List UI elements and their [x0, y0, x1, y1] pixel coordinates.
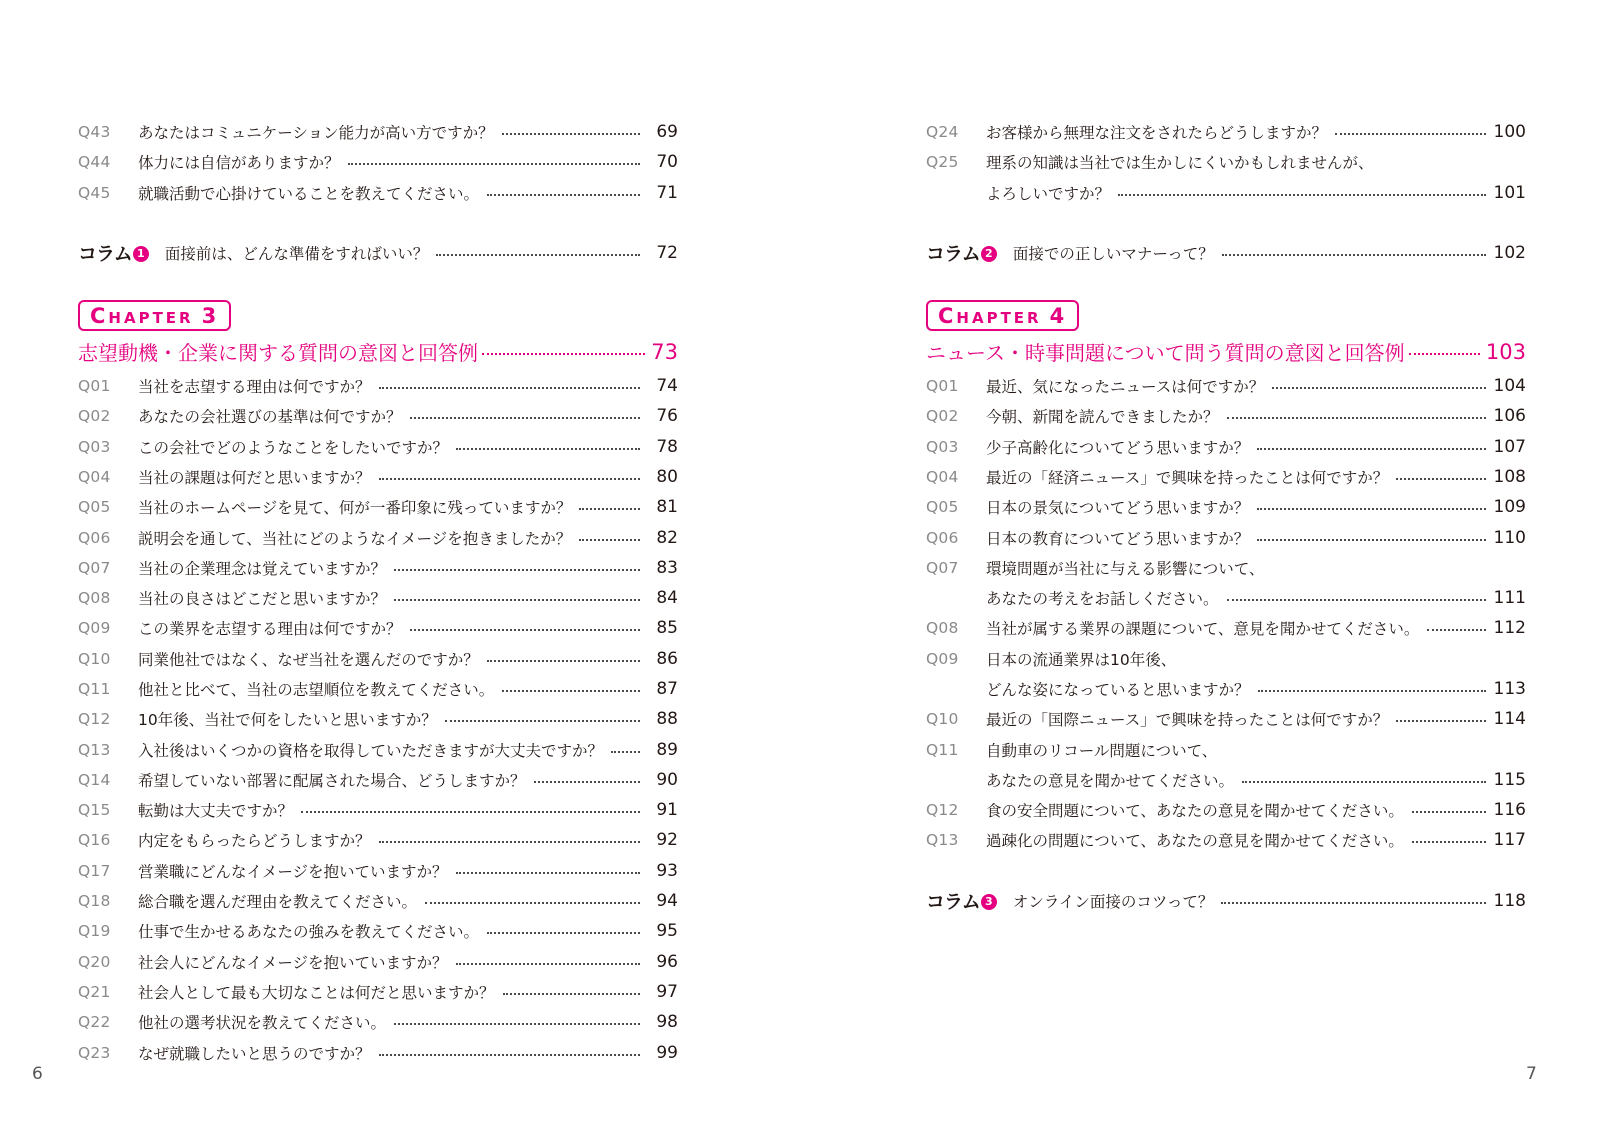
- leader-dots: [1396, 478, 1485, 480]
- toc-entry[interactable]: [78, 765, 678, 795]
- question-text: なぜ就職したいと思うのですか？: [138, 1044, 371, 1063]
- page-ref: 84: [656, 588, 678, 609]
- toc-entry[interactable]: [78, 401, 678, 431]
- page-ref: 80: [656, 466, 678, 487]
- question-number: Q11: [926, 740, 959, 759]
- question-number: Q10: [926, 710, 959, 729]
- leader-dots: [379, 1054, 640, 1056]
- page-ref: 81: [656, 497, 678, 518]
- question-text: 日本の教育についてどう思いますか？: [986, 529, 1250, 548]
- page-ref: 108: [1493, 466, 1526, 487]
- question-number: Q24: [926, 123, 959, 142]
- question-number: Q22: [78, 1013, 111, 1032]
- question-text: あなたの会社選びの基準は何ですか？: [138, 408, 402, 427]
- question-text: 就職活動で心掛けていることを教えてください。: [138, 184, 480, 203]
- question-text: 他社の選考状況を教えてください。: [138, 1014, 387, 1033]
- column-title: オンライン面接のコツって？: [1012, 892, 1214, 911]
- toc-entry[interactable]: [926, 522, 1526, 552]
- toc-entry[interactable]: [78, 492, 678, 522]
- toc-entry[interactable]: [78, 522, 678, 552]
- question-number: Q13: [926, 831, 959, 850]
- question-number: Q01: [926, 377, 959, 396]
- page-ref: 111: [1493, 588, 1526, 609]
- toc-entry[interactable]: [78, 462, 678, 492]
- page-ref: 95: [656, 921, 678, 942]
- chapter-title: 志望動機・企業に関する質問の意図と回答例: [78, 341, 478, 366]
- page-ref: 90: [656, 769, 678, 790]
- page-ref: 94: [656, 891, 678, 912]
- page-ref: 87: [656, 679, 678, 699]
- page-ref: 89: [656, 739, 678, 760]
- column-page: 102: [1493, 242, 1526, 263]
- question-number: Q12: [78, 710, 111, 729]
- toc-entry[interactable]: [78, 674, 678, 704]
- toc-entry[interactable]: [926, 462, 1526, 492]
- leader-dots: [394, 569, 640, 571]
- page-ref: 106: [1493, 406, 1526, 427]
- question-text: 当社が属する業界の課題について、意見を聞かせてください。: [986, 620, 1420, 639]
- leader-dots: [379, 841, 640, 843]
- column-label: コラム: [78, 243, 132, 266]
- toc-entry[interactable]: [78, 916, 678, 946]
- page-number: 7: [1526, 1064, 1537, 1084]
- toc-entries-top: [78, 117, 678, 208]
- leader-dots: [425, 902, 640, 904]
- question-text: 過疎化の問題について、あなたの意見を聞かせてください。: [986, 832, 1404, 851]
- page-ref: 96: [656, 951, 678, 972]
- leader-dots: [503, 993, 640, 995]
- toc-entry[interactable]: [926, 734, 1526, 764]
- leader-dots: [456, 872, 640, 874]
- leader-dots: [436, 254, 640, 256]
- page-ref: 91: [656, 800, 678, 821]
- chapter-title: ニュース・時事問題について問う質問の意図と回答例: [926, 341, 1405, 366]
- page-ref: 78: [656, 436, 678, 457]
- column-entry[interactable]: [926, 886, 1526, 916]
- toc-entry[interactable]: [926, 613, 1526, 643]
- question-text: 入社後はいくつかの資格を取得していただきますが大丈夫ですか？: [138, 741, 604, 760]
- column-label: コラム: [926, 891, 980, 914]
- column-title: 面接での正しいマナーって？: [1012, 244, 1214, 263]
- question-text: 食の安全問題について、あなたの意見を聞かせてください。: [986, 802, 1404, 821]
- question-text: 当社の課題は何だと思いますか？: [138, 468, 371, 487]
- leader-dots: [1227, 417, 1486, 419]
- question-text: 営業職にどんなイメージを抱いていますか？: [138, 862, 448, 881]
- toc-entry[interactable]: [926, 644, 1526, 674]
- question-number: Q45: [78, 183, 111, 202]
- page-ref: 69: [656, 122, 678, 143]
- chapter-page: 103: [1485, 339, 1526, 364]
- question-text: 最近、気になったニュースは何ですか？: [986, 378, 1265, 397]
- column-entry[interactable]: [926, 238, 1526, 268]
- question-text: 希望していない部署に配属された場合、どうしますか？: [138, 771, 526, 790]
- chapter-badge: CHAPTER 4: [926, 300, 1079, 331]
- question-number: Q02: [926, 407, 959, 426]
- column-page: 118: [1493, 890, 1526, 911]
- question-text: 社会人として最も大切なことは何だと思いますか？: [138, 983, 495, 1002]
- toc-entries-chapter3: [78, 371, 678, 1068]
- page-ref: 86: [656, 648, 678, 669]
- chapter-header: [78, 294, 678, 331]
- chapter-title-entry[interactable]: [78, 333, 678, 371]
- question-text: 社会人にどんなイメージを抱いていますか？: [138, 953, 448, 972]
- page-ref: 104: [1493, 376, 1526, 397]
- question-text: 環境問題が当社に与える影響について、: [986, 559, 1265, 578]
- leader-dots: [301, 811, 640, 813]
- toc-entry[interactable]: [78, 825, 678, 855]
- page-ref: 99: [656, 1042, 678, 1063]
- question-number: Q10: [78, 649, 111, 668]
- column-label: コラム: [926, 243, 980, 266]
- page-ref: 93: [656, 860, 678, 881]
- question-number: Q12: [926, 801, 959, 820]
- leader-dots: [487, 660, 640, 662]
- page-ref: 100: [1493, 122, 1526, 143]
- column-entry[interactable]: [78, 238, 678, 268]
- question-number: Q07: [78, 558, 111, 577]
- question-number: Q01: [78, 377, 111, 396]
- toc-entry[interactable]: [926, 674, 1526, 704]
- leader-dots: [611, 751, 640, 753]
- leader-dots: [410, 417, 640, 419]
- leader-dots: [487, 194, 640, 196]
- leader-dots: [1227, 599, 1486, 601]
- question-number: Q18: [78, 892, 111, 911]
- question-text: 転勤は大丈夫ですか？: [138, 802, 294, 821]
- question-number: Q05: [78, 498, 111, 517]
- toc-entry[interactable]: [78, 147, 678, 177]
- toc-entry[interactable]: [926, 431, 1526, 461]
- question-text: お客様から無理な注文をされたらどうしますか？: [986, 124, 1328, 143]
- leader-dots: [1257, 448, 1485, 450]
- column-number-badge: 3: [981, 894, 997, 910]
- question-number: Q03: [926, 437, 959, 456]
- question-text: 10年後、当社で何をしたいと思いますか？: [138, 711, 437, 730]
- question-text: あなたの意見を聞かせてください。: [986, 771, 1235, 790]
- question-number: Q17: [78, 861, 111, 880]
- question-number: Q23: [78, 1043, 111, 1062]
- leader-dots: [534, 781, 640, 783]
- column-title: 面接前は、どんな準備をすればいい？: [164, 244, 429, 263]
- page-ref: 114: [1493, 709, 1526, 730]
- question-number: Q08: [926, 619, 959, 638]
- chapter-title-entry[interactable]: [926, 333, 1526, 371]
- question-number: Q07: [926, 558, 959, 577]
- toc-entry[interactable]: [78, 886, 678, 916]
- leader-dots: [1258, 690, 1486, 692]
- page-ref: 74: [656, 376, 678, 397]
- question-text: あなたの考えをお話しください。: [986, 590, 1219, 609]
- toc-entries-chapter4: [926, 371, 1526, 856]
- toc-entry[interactable]: [926, 371, 1526, 401]
- toc-entry[interactable]: [926, 147, 1526, 177]
- chapter-header: [926, 294, 1526, 331]
- leader-dots: [1412, 841, 1486, 843]
- question-number: Q25: [926, 153, 959, 172]
- toc-entry[interactable]: [926, 704, 1526, 734]
- question-text: 理系の知識は当社では生かしにくいかもしれませんが、: [986, 154, 1374, 173]
- page-number: 6: [32, 1064, 43, 1084]
- column-number-badge: 2: [981, 246, 997, 262]
- toc-entry[interactable]: [78, 704, 678, 734]
- leader-dots: [1257, 508, 1485, 510]
- leader-dots: [379, 387, 640, 389]
- toc-entry[interactable]: [78, 1007, 678, 1037]
- page-ref: 85: [656, 618, 678, 639]
- question-number: Q15: [78, 801, 111, 820]
- leader-dots: [1396, 720, 1485, 722]
- leader-dots: [1257, 539, 1485, 541]
- question-number: Q44: [78, 153, 111, 172]
- leader-dots: [502, 133, 640, 135]
- toc-entry[interactable]: [926, 492, 1526, 522]
- toc-entry[interactable]: [926, 795, 1526, 825]
- page-ref: 115: [1493, 769, 1526, 790]
- question-text: 内定をもらったらどうしますか？: [138, 832, 371, 851]
- toc-entry[interactable]: [78, 977, 678, 1007]
- toc-column-left: [78, 117, 678, 1068]
- toc-entry[interactable]: [926, 553, 1526, 583]
- question-text: 日本の流通業界は10年後、: [986, 650, 1177, 669]
- page-ref: 70: [656, 152, 678, 173]
- question-number: Q05: [926, 498, 959, 517]
- toc-entry[interactable]: [78, 856, 678, 886]
- leader-dots: [394, 1023, 640, 1025]
- question-number: Q20: [78, 952, 111, 971]
- question-text: 説明会を通して、当社にどのようなイメージを抱きましたか？: [138, 529, 572, 548]
- page-ref: 117: [1493, 830, 1526, 851]
- toc-entry[interactable]: [78, 431, 678, 461]
- question-text: 最近の「国際ニュース」で興味を持ったことは何ですか？: [986, 711, 1389, 730]
- page-ref: 101: [1493, 182, 1526, 203]
- leader-dots: [579, 539, 640, 541]
- leader-dots: [482, 353, 645, 355]
- leader-dots: [456, 448, 640, 450]
- leader-dots: [1242, 781, 1486, 783]
- leader-dots: [487, 932, 640, 934]
- toc-entry[interactable]: [78, 178, 678, 208]
- toc-entry[interactable]: [78, 947, 678, 977]
- toc-column-right: [926, 117, 1526, 916]
- question-number: Q19: [78, 922, 111, 941]
- question-number: Q13: [78, 740, 111, 759]
- question-number: Q06: [78, 528, 111, 547]
- toc-entry[interactable]: [78, 117, 678, 147]
- question-text: 総合職を選んだ理由を教えてください。: [138, 893, 418, 912]
- page-ref: 92: [656, 830, 678, 851]
- toc-entry[interactable]: [78, 795, 678, 825]
- question-number: Q04: [78, 467, 111, 486]
- leader-dots: [1335, 133, 1486, 135]
- leader-dots: [1118, 194, 1486, 196]
- question-text: 当社のホームページを見て、何が一番印象に残っていますか？: [138, 499, 572, 518]
- page-ref: 109: [1493, 497, 1526, 518]
- page-ref: 97: [656, 981, 678, 1002]
- leader-dots: [502, 690, 640, 692]
- toc-entry[interactable]: [78, 613, 678, 643]
- question-text: 同業他社ではなく、なぜ当社を選んだのですか？: [138, 650, 479, 669]
- question-text: 体力には自信がありますか？: [138, 154, 340, 173]
- toc-entry[interactable]: [78, 371, 678, 401]
- toc-entry[interactable]: [926, 765, 1526, 795]
- chapter-page: 73: [651, 339, 678, 364]
- leader-dots: [379, 478, 640, 480]
- question-text: 当社を志望する理由は何ですか？: [138, 378, 371, 397]
- column-page: 72: [656, 242, 678, 263]
- page-ref: 113: [1493, 679, 1526, 699]
- toc-entry[interactable]: [78, 583, 678, 613]
- toc-entry[interactable]: [78, 1037, 678, 1067]
- column-number-badge: 1: [133, 246, 149, 262]
- question-text: 自動車のリコール問題について、: [986, 741, 1218, 760]
- leader-dots: [410, 629, 640, 631]
- page-ref: 98: [656, 1012, 678, 1033]
- question-text: よろしいですか？: [986, 184, 1111, 203]
- question-text: 他社と比べて、当社の志望順位を教えてください。: [138, 681, 495, 699]
- toc-entry[interactable]: [926, 117, 1526, 147]
- question-text: 当社の良さはどこだと思いますか？: [138, 590, 387, 609]
- page-ref: 82: [656, 527, 678, 548]
- question-text: 当社の企業理念は覚えていますか？: [138, 559, 387, 578]
- leader-dots: [445, 720, 640, 722]
- toc-entry[interactable]: [78, 644, 678, 674]
- question-number: Q08: [78, 589, 111, 608]
- page-ref: 107: [1493, 436, 1526, 457]
- page-ref: 76: [656, 406, 678, 427]
- page-ref: 83: [656, 557, 678, 578]
- question-text: どんな姿になっていると思いますか？: [986, 681, 1250, 699]
- leader-dots: [394, 599, 640, 601]
- toc-entry[interactable]: [926, 178, 1526, 208]
- leader-dots: [579, 508, 640, 510]
- question-text: この会社でどのようなことをしたいですか？: [138, 438, 449, 457]
- question-number: Q11: [78, 680, 111, 698]
- question-number: Q16: [78, 831, 111, 850]
- leader-dots: [456, 963, 640, 965]
- toc-entry[interactable]: [926, 825, 1526, 855]
- toc-entry[interactable]: [78, 734, 678, 764]
- question-text: 仕事で生かせるあなたの強みを教えてください。: [138, 923, 480, 942]
- question-text: あなたはコミュニケーション能力が高い方ですか？: [138, 124, 494, 143]
- page-ref: 110: [1493, 527, 1526, 548]
- question-number: Q14: [78, 770, 111, 789]
- question-number: Q09: [78, 619, 111, 638]
- toc-entry[interactable]: [926, 583, 1526, 613]
- question-text: 日本の景気についてどう思いますか？: [986, 499, 1250, 518]
- leader-dots: [1272, 387, 1485, 389]
- question-number: Q04: [926, 467, 959, 486]
- leader-dots: [1427, 629, 1485, 631]
- page-ref: 116: [1493, 800, 1526, 821]
- question-text: 最近の「経済ニュース」で興味を持ったことは何ですか？: [986, 468, 1389, 487]
- toc-entry[interactable]: [926, 401, 1526, 431]
- page-ref: 112: [1493, 618, 1526, 639]
- toc-entries-top: [926, 117, 1526, 208]
- question-text: この業界を志望する理由は何ですか？: [138, 620, 402, 639]
- question-number: Q21: [78, 982, 111, 1001]
- right-page: [800, 0, 1600, 1121]
- chapter-badge: CHAPTER 3: [78, 300, 231, 331]
- leader-dots: [1221, 902, 1485, 904]
- question-text: 少子高齢化についてどう思いますか？: [986, 438, 1250, 457]
- question-number: Q09: [926, 649, 959, 668]
- question-number: Q02: [78, 407, 111, 426]
- question-number: Q03: [78, 437, 111, 456]
- leader-dots: [1409, 353, 1480, 355]
- toc-entry[interactable]: [78, 553, 678, 583]
- leader-dots: [348, 163, 640, 165]
- page-ref: 88: [656, 709, 678, 730]
- leader-dots: [1222, 254, 1486, 256]
- leader-dots: [1412, 811, 1486, 813]
- question-number: Q06: [926, 528, 959, 547]
- question-number: Q43: [78, 123, 111, 142]
- page-ref: 71: [656, 182, 678, 203]
- question-text: 今朝、新聞を読んできましたか？: [986, 408, 1219, 427]
